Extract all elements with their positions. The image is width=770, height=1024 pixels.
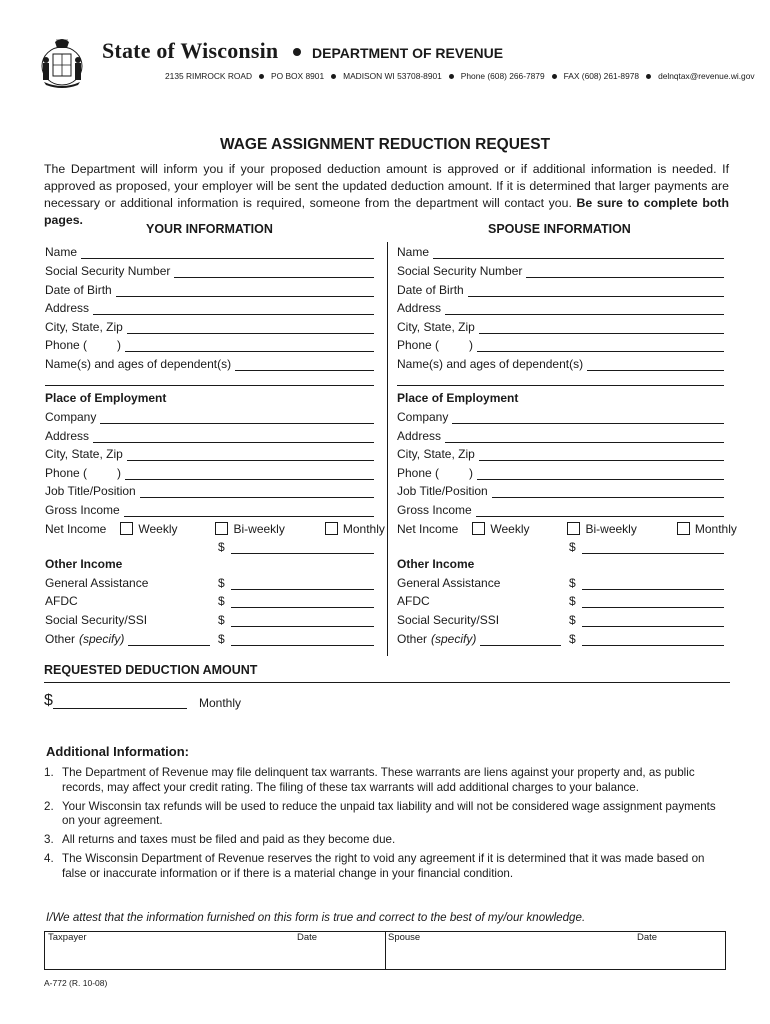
bullet-icon <box>552 74 557 79</box>
input-line[interactable] <box>587 358 724 371</box>
spouse-information-heading: SPOUSE INFORMATION <box>488 222 631 236</box>
spouse-company-field[interactable] <box>397 407 724 424</box>
field-label: Other <box>397 632 428 646</box>
bullet-icon <box>259 74 264 79</box>
field-label: Name <box>397 245 430 259</box>
your-job-title-field[interactable] <box>45 481 374 498</box>
input-line[interactable] <box>582 541 724 554</box>
section-label: Other Income <box>45 557 123 571</box>
field-label: Company <box>397 410 449 424</box>
field-label: Social Security Number <box>397 264 523 278</box>
your-information-heading: YOUR INFORMATION <box>146 222 273 236</box>
field-label: Address <box>397 429 442 443</box>
field-label: City, State, Zip <box>45 320 123 334</box>
specify-label: (specify) <box>431 632 477 646</box>
state-title: State of Wisconsin <box>102 38 279 63</box>
field-label: Address <box>397 301 442 315</box>
spouse-net-income-amount[interactable] <box>569 537 724 554</box>
attestation-statement: I/We attest that the information furnished on this form is true and correct to the best of my/our knowledge. <box>46 911 586 924</box>
field-label: Company <box>45 410 97 424</box>
section-label: Place of Employment <box>45 391 167 405</box>
input-line[interactable] <box>231 577 374 590</box>
input-line[interactable] <box>477 339 724 352</box>
dollar-sign: $ <box>569 576 576 590</box>
spouse-employment-heading <box>397 388 724 405</box>
biweekly-option[interactable] <box>567 522 636 536</box>
phone-paren: ) <box>469 338 474 352</box>
your-dependents-field[interactable] <box>45 354 374 371</box>
state-seal-icon <box>38 36 86 88</box>
your-general-assistance-amount[interactable] <box>218 573 374 590</box>
po-box: PO BOX 8901 <box>271 71 325 81</box>
taxpayer-signature-field[interactable] <box>46 944 383 968</box>
input-line[interactable] <box>127 448 374 461</box>
field-label: General Assistance <box>397 576 501 590</box>
bullet-icon <box>646 74 651 79</box>
list-item <box>44 800 728 829</box>
your-company-field[interactable] <box>45 407 374 424</box>
phone-number: Phone (608) 266-7879 <box>460 71 545 81</box>
input-line[interactable] <box>468 284 724 297</box>
section-label: Other Income <box>397 557 475 571</box>
monthly-checkbox[interactable] <box>677 522 690 535</box>
input-line[interactable] <box>127 321 374 334</box>
input-line[interactable] <box>235 358 374 371</box>
monthly-label: Monthly <box>694 522 737 536</box>
field-label: Social Security/SSI <box>45 613 148 627</box>
list-item <box>44 852 728 881</box>
input-line[interactable] <box>231 541 374 554</box>
monthly-option[interactable] <box>677 522 737 536</box>
field-label: AFDC <box>397 594 430 608</box>
requested-deduction-heading: REQUESTED DEDUCTION AMOUNT <box>44 663 258 677</box>
your-dob-field[interactable] <box>45 280 374 297</box>
intro-bold-text: Be sure to complete both pages. <box>44 196 729 227</box>
field-label: Other <box>45 632 76 646</box>
input-line[interactable] <box>433 246 724 259</box>
your-phone-field[interactable] <box>45 335 374 352</box>
field-label: Phone ( <box>45 466 88 480</box>
bullet-icon <box>293 48 301 56</box>
input-line[interactable] <box>582 614 724 627</box>
biweekly-checkbox[interactable] <box>567 522 580 535</box>
additional-information-heading: Additional Information: <box>46 744 189 759</box>
dollar-sign: $ <box>569 613 576 627</box>
input-line[interactable] <box>476 504 724 517</box>
list-item <box>44 766 728 795</box>
spouse-other-field[interactable] <box>397 629 561 646</box>
additional-information-list <box>44 766 728 886</box>
weekly-label: Weekly <box>490 522 530 536</box>
input-line[interactable] <box>93 302 374 315</box>
bullet-icon <box>331 74 336 79</box>
your-emp-phone-field[interactable] <box>45 463 374 480</box>
deduction-amount-input[interactable] <box>53 708 187 709</box>
intro-text: The Department will inform you if your proposed deduction amount is approved or if additional information is needed. If approved as proposed, your employer will be sent the updated deduction amount. If it is determined that larger payments are necessary or additional information is required, someone from the department will contact you. <box>44 162 729 210</box>
address-line <box>165 71 755 81</box>
field-label: General Assistance <box>45 576 149 590</box>
field-label: City, State, Zip <box>397 320 475 334</box>
field-label: Gross Income <box>45 503 120 517</box>
list-item <box>44 833 728 848</box>
your-ssi-amount[interactable] <box>218 610 374 627</box>
spouse-address-field[interactable] <box>397 298 724 315</box>
your-net-income-amount[interactable] <box>218 537 374 554</box>
field-label: Date of Birth <box>45 283 112 297</box>
dollar-sign: $ <box>218 613 225 627</box>
input-line[interactable] <box>124 504 374 517</box>
spouse-other-amount[interactable] <box>569 629 724 646</box>
signature-divider <box>385 931 386 970</box>
item-number: 3. <box>44 833 54 847</box>
field-label: Address <box>45 301 90 315</box>
monthly-checkbox[interactable] <box>325 522 338 535</box>
input-line[interactable] <box>231 633 374 646</box>
input-line[interactable] <box>479 448 724 461</box>
form-number: A-772 (R. 10-08) <box>44 978 108 988</box>
intro-paragraph <box>44 161 729 229</box>
field-label: Name(s) and ages of dependent(s) <box>397 357 584 371</box>
spouse-ssi-label <box>397 610 567 627</box>
form-title: WAGE ASSIGNMENT REDUCTION REQUEST <box>219 136 551 153</box>
field-label: Name(s) and ages of dependent(s) <box>45 357 232 371</box>
your-ssi-label <box>45 610 215 627</box>
weekly-checkbox[interactable] <box>472 522 485 535</box>
your-other-income-heading <box>45 554 374 571</box>
your-other-field[interactable] <box>45 629 210 646</box>
spouse-ssn-field[interactable] <box>397 261 724 278</box>
field-label: Job Title/Position <box>45 484 136 498</box>
spouse-gross-income-field[interactable] <box>397 500 724 517</box>
dollar-sign: $ <box>218 540 225 554</box>
spouse-city-field[interactable] <box>397 317 724 334</box>
input-line[interactable] <box>582 633 724 646</box>
spouse-general-assistance-label <box>397 573 567 590</box>
input-line[interactable] <box>480 633 561 646</box>
dollar-sign: $ <box>218 594 225 608</box>
input-line[interactable] <box>93 430 374 443</box>
spouse-emp-phone-field[interactable] <box>397 463 724 480</box>
department-name: DEPARTMENT OF REVENUE <box>312 45 504 61</box>
your-ssn-field[interactable] <box>45 261 374 278</box>
spouse-signature-label: Spouse <box>388 932 421 943</box>
item-number: 4. <box>44 852 54 866</box>
spouse-dob-field[interactable] <box>397 280 724 297</box>
spouse-emp-address-field[interactable] <box>397 426 724 443</box>
spouse-general-assistance-amount[interactable] <box>569 573 724 590</box>
item-text: The Wisconsin Department of Revenue reserves the right to void any agreement if it is determined that it was made based on false or inaccurate information or if there is a material change in your financial condition. <box>62 852 705 881</box>
input-line[interactable] <box>116 284 374 297</box>
your-emp-address-field[interactable] <box>45 426 374 443</box>
biweekly-label: Bi-weekly <box>585 522 637 536</box>
dependents-extra-line[interactable] <box>45 385 374 386</box>
field-label: Job Title/Position <box>397 484 488 498</box>
deduction-monthly-label: Monthly <box>199 696 242 710</box>
specify-label: (specify) <box>79 632 125 646</box>
your-gross-income-field[interactable] <box>45 500 374 517</box>
input-line[interactable] <box>479 321 724 334</box>
taxpayer-date-label: Date <box>297 932 318 943</box>
street-address: 2135 RIMROCK ROAD <box>165 71 253 81</box>
dollar-sign: $ <box>218 576 225 590</box>
dollar-sign: $ <box>569 594 576 608</box>
field-label: AFDC <box>45 594 78 608</box>
field-label: Phone ( <box>397 466 440 480</box>
phone-paren: ) <box>117 466 122 480</box>
taxpayer-signature-label: Taxpayer <box>48 932 87 943</box>
spouse-ssi-amount[interactable] <box>569 610 724 627</box>
weekly-option[interactable] <box>120 522 177 536</box>
input-line[interactable] <box>582 577 724 590</box>
weekly-option[interactable] <box>472 522 529 536</box>
dependents-extra-line[interactable] <box>397 385 724 386</box>
input-line[interactable] <box>174 265 374 278</box>
input-line[interactable] <box>81 246 374 259</box>
field-label: Date of Birth <box>397 283 464 297</box>
dollar-sign: $ <box>569 540 576 554</box>
field-label: Address <box>45 429 90 443</box>
spouse-phone-field[interactable] <box>397 335 724 352</box>
input-line[interactable] <box>231 614 374 627</box>
spouse-dependents-field[interactable] <box>397 354 724 371</box>
your-afdc-amount[interactable] <box>218 591 374 608</box>
phone-paren: ) <box>469 466 474 480</box>
deduction-dollar-sign: $ <box>44 692 53 709</box>
monthly-option[interactable] <box>325 522 385 536</box>
input-line[interactable] <box>445 302 724 315</box>
field-label: Phone ( <box>397 338 440 352</box>
section-divider <box>44 682 730 683</box>
input-line[interactable] <box>492 485 724 498</box>
spouse-job-title-field[interactable] <box>397 481 724 498</box>
field-label: Gross Income <box>397 503 472 517</box>
biweekly-checkbox[interactable] <box>215 522 228 535</box>
your-employment-heading <box>45 388 374 405</box>
field-label: City, State, Zip <box>397 447 475 461</box>
spouse-emp-city-field[interactable] <box>397 444 724 461</box>
item-text: Your Wisconsin tax refunds will be used to reduce the unpaid tax liability and will not be considered wage assignment payments on your agreement. <box>62 799 716 828</box>
field-label: Phone ( <box>45 338 88 352</box>
field-label: Social Security Number <box>45 264 171 278</box>
item-number: 1. <box>44 766 54 779</box>
your-emp-city-field[interactable] <box>45 444 374 461</box>
biweekly-label: Bi-weekly <box>233 522 285 536</box>
weekly-label: Weekly <box>138 522 178 536</box>
input-line[interactable] <box>231 595 374 608</box>
input-line[interactable] <box>452 411 724 424</box>
your-general-assistance-label <box>45 573 215 590</box>
spouse-date-label: Date <box>637 932 658 943</box>
field-label: Net Income <box>45 522 107 536</box>
input-line[interactable] <box>125 339 374 352</box>
input-line[interactable] <box>445 430 724 443</box>
item-text: All returns and taxes must be filed and paid as they become due. <box>62 833 396 847</box>
dollar-sign: $ <box>569 632 576 646</box>
bullet-icon <box>449 74 454 79</box>
field-label: Net Income <box>397 522 459 536</box>
item-text: The Department of Revenue may file delinquent tax warrants. These warrants are liens against your property and, as public records, may affect your credit rating. The filing of these tax warrants will add additional charges to your balance. <box>62 766 695 794</box>
item-number: 2. <box>44 799 54 813</box>
dollar-sign: $ <box>218 632 225 646</box>
monthly-label: Monthly <box>342 522 385 536</box>
field-label: Social Security/SSI <box>397 613 500 627</box>
input-line[interactable] <box>582 595 724 608</box>
city-address: MADISON WI 53708-8901 <box>343 71 442 81</box>
your-name-field[interactable] <box>45 242 374 259</box>
biweekly-option[interactable] <box>215 522 284 536</box>
input-line[interactable] <box>140 485 374 498</box>
spouse-signature-field[interactable] <box>388 944 722 968</box>
input-line[interactable] <box>128 633 210 646</box>
spouse-afdc-label <box>397 591 567 608</box>
your-other-amount[interactable] <box>218 629 374 646</box>
field-label: Name <box>45 245 78 259</box>
field-label: City, State, Zip <box>45 447 123 461</box>
phone-paren: ) <box>117 338 122 352</box>
input-line[interactable] <box>526 265 724 278</box>
fax-number: FAX (608) 261-8978 <box>563 71 640 81</box>
spouse-net-income-row <box>397 519 737 536</box>
email-address: delnqtax@revenue.wi.gov <box>658 71 755 81</box>
input-line[interactable] <box>100 411 374 424</box>
your-afdc-label <box>45 591 215 608</box>
your-net-income-row <box>45 519 385 536</box>
column-divider <box>387 242 388 656</box>
input-line[interactable] <box>125 467 374 480</box>
spouse-name-field[interactable] <box>397 242 724 259</box>
spouse-afdc-amount[interactable] <box>569 591 724 608</box>
input-line[interactable] <box>477 467 724 480</box>
weekly-checkbox[interactable] <box>120 522 133 535</box>
your-address-field[interactable] <box>45 298 374 315</box>
section-label: Place of Employment <box>397 391 519 405</box>
spouse-other-income-heading <box>397 554 724 571</box>
your-city-field[interactable] <box>45 317 374 334</box>
